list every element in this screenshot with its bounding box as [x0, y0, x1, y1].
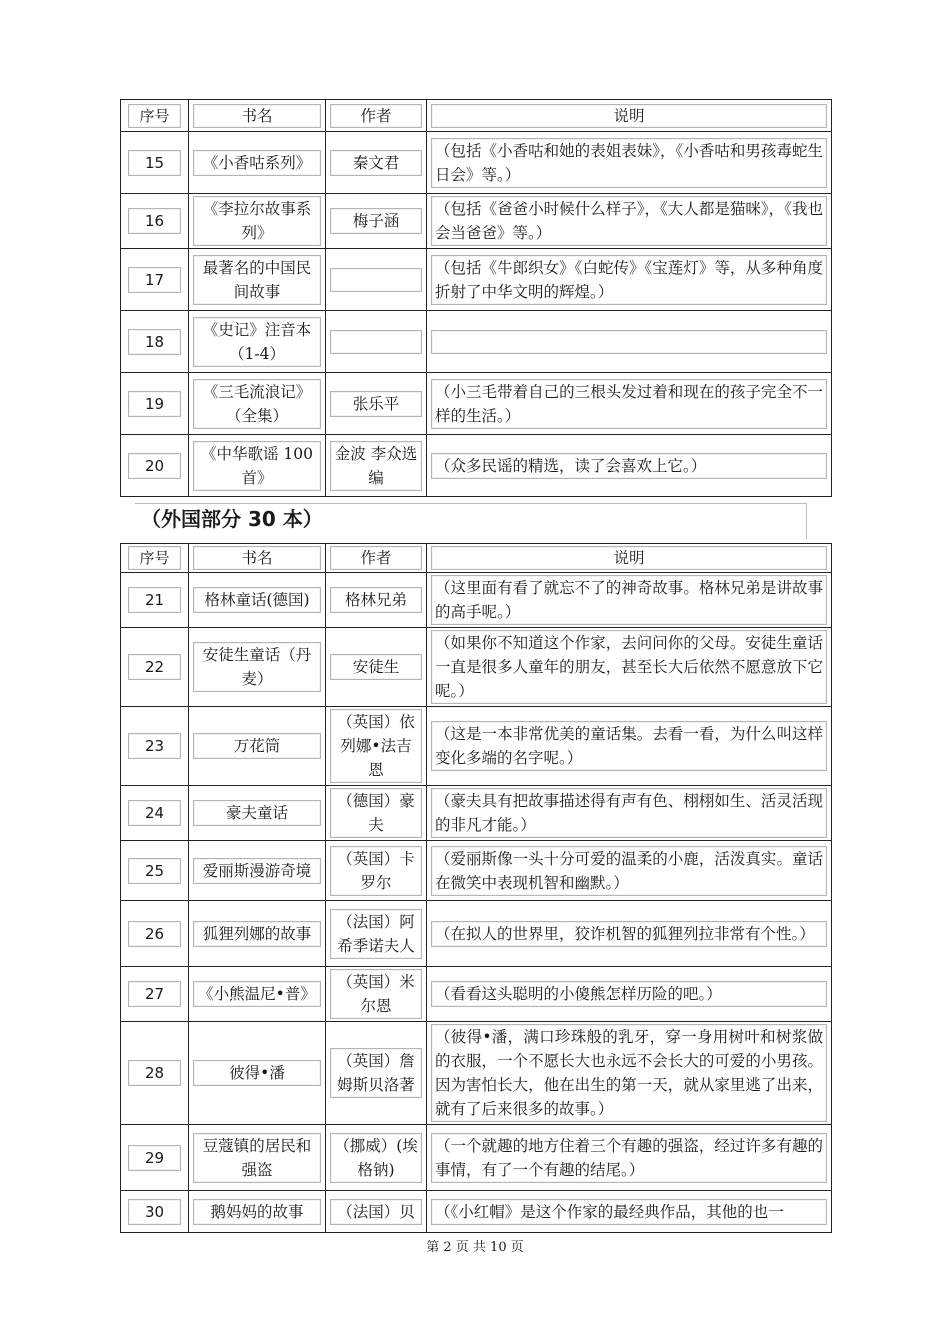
row-desc: （包括《牛郎织女》《白蛇传》《宝莲灯》等，从多种角度折射了中华文明的辉煌。）: [431, 255, 827, 305]
row-num: 16: [128, 208, 181, 234]
row-title: 《中华歌谣 100首》: [193, 441, 321, 491]
domestic-book-table: [120, 99, 832, 497]
table-row: [121, 628, 832, 707]
header-desc: 说明: [431, 546, 827, 570]
table-row: [121, 967, 832, 1022]
table-row: [121, 249, 832, 311]
table-row: [121, 573, 832, 628]
row-desc: （这是一本非常优美的童话集。去看一看，为什么叫这样变化多端的名字呢。）: [431, 721, 827, 771]
row-desc: （爱丽斯像一头十分可爱的温柔的小鹿，活泼真实。童话在微笑中表现机智和幽默。）: [431, 846, 827, 896]
header-title: 书名: [193, 546, 321, 570]
row-num: 20: [128, 453, 181, 479]
row-author: 秦文君: [330, 150, 422, 176]
header-author: 作者: [330, 546, 422, 570]
row-title: 最著名的中国民间故事: [193, 255, 321, 305]
row-desc: （小三毛带着自己的三根头发过着和现在的孩子完全不一样的生活。）: [431, 379, 827, 429]
row-desc: （包括《小香咕和她的表姐表妹》，《小香咕和男孩毒蛇生日会》等。）: [431, 138, 827, 188]
row-author: 张乐平: [330, 391, 422, 417]
row-author: （英国）詹姆斯贝洛著: [330, 1048, 422, 1098]
header-title: 书名: [193, 104, 321, 128]
row-author: 金波 李众选编: [330, 441, 422, 491]
table-row: [121, 786, 832, 841]
table-header-row: [121, 544, 832, 573]
row-title: 豪夫童话: [193, 800, 321, 826]
row-title: 《李拉尔故事系列》: [193, 196, 321, 246]
row-num: 24: [128, 800, 181, 826]
row-title: 《小香咕系列》: [193, 150, 321, 176]
row-author: （英国）米尔恩: [330, 969, 422, 1019]
row-author: [330, 330, 422, 354]
row-num: 30: [128, 1199, 181, 1225]
row-desc: （在拟人的世界里，狡诈机智的狐狸列拉非常有个性。）: [431, 921, 827, 947]
row-desc: （《小红帽》是这个作家的最经典作品，其他的也一: [431, 1199, 827, 1225]
row-desc: （彼得•潘，满口珍珠般的乳牙，穿一身用树叶和树浆做的衣服，一个不愿长大也永远不会长大的可爱的小男孩。因为害怕长大，他在出生的第一天，就从家里逃了出来，就有了后来很多的故事。）: [431, 1024, 827, 1122]
row-title: 格林童话(德国): [193, 587, 321, 613]
row-author: （法国）贝: [330, 1199, 422, 1225]
row-desc: [431, 330, 827, 354]
row-title: 《小熊温尼•普》: [193, 981, 321, 1007]
row-desc: （一个就趣的地方住着三个有趣的强盗，经过许多有趣的事情，有了一个有趣的结尾。）: [431, 1133, 827, 1183]
row-desc: （如果你不知道这个作家，去问问你的父母。安徒生童话一直是很多人童年的朋友，甚至长大后依然不愿意放下它呢。）: [431, 630, 827, 704]
row-desc: （这里面有看了就忘不了的神奇故事。格林兄弟是讲故事的高手呢。）: [431, 575, 827, 625]
row-author: （英国）依列娜•法吉恩: [330, 709, 422, 783]
row-desc: （豪夫具有把故事描述得有声有色、栩栩如生、活灵活现的非凡才能。）: [431, 788, 827, 838]
row-num: 25: [128, 858, 181, 884]
table-row: [121, 373, 832, 435]
row-desc: （众多民谣的精选，读了会喜欢上它。）: [431, 453, 827, 479]
section-title: （外国部分 30 本）: [135, 503, 807, 539]
row-num: 29: [128, 1145, 181, 1171]
row-title: 爱丽斯漫游奇境: [193, 858, 321, 884]
row-desc: （包括《爸爸小时候什么样子》，《大人都是猫咪》，《我也会当爸爸》等。）: [431, 196, 827, 246]
table-row: [121, 435, 832, 497]
row-num: 26: [128, 921, 181, 947]
row-author: 梅子涵: [330, 208, 422, 234]
row-desc: （看看这头聪明的小傻熊怎样历险的吧。）: [431, 981, 827, 1007]
row-author: （英国）卡罗尔: [330, 846, 422, 896]
row-num: 18: [128, 329, 181, 355]
row-num: 23: [128, 733, 181, 759]
row-num: 22: [128, 654, 181, 680]
row-author: （挪威）(埃格钠): [330, 1133, 422, 1183]
row-title: 《三毛流浪记》（全集）: [193, 379, 321, 429]
table-row: [121, 132, 832, 194]
table-row: [121, 194, 832, 249]
row-title: 《史记》注音本（1-4）: [193, 317, 321, 367]
row-title: 鹅妈妈的故事: [193, 1199, 321, 1225]
row-author: （法国）阿希季诺夫人: [330, 909, 422, 959]
row-author: （德国）豪夫: [330, 788, 422, 838]
header-author: 作者: [330, 104, 422, 128]
table-row: [121, 1191, 832, 1233]
row-author: 安徒生: [330, 654, 422, 680]
row-num: 19: [128, 391, 181, 417]
table-row: [121, 901, 832, 967]
row-num: 21: [128, 587, 181, 613]
row-author: [330, 268, 422, 292]
row-title: 狐狸列娜的故事: [193, 921, 321, 947]
table-row: [121, 1022, 832, 1125]
header-num: 序号: [128, 546, 181, 570]
row-num: 15: [128, 150, 181, 176]
table-row: [121, 707, 832, 786]
row-num: 17: [128, 267, 181, 293]
table-header-row: [121, 100, 832, 132]
row-title: 彼得•潘: [193, 1060, 321, 1086]
table-row: [121, 841, 832, 901]
row-num: 28: [128, 1060, 181, 1086]
row-num: 27: [128, 981, 181, 1007]
table-row: [121, 311, 832, 373]
row-title: 安徒生童话（丹麦）: [193, 642, 321, 692]
header-desc: 说明: [431, 104, 827, 128]
page-footer: 第 2 页 共 10 页: [426, 1240, 524, 1255]
row-author: 格林兄弟: [330, 587, 422, 613]
foreign-book-table: [120, 543, 832, 1233]
header-num: 序号: [128, 104, 181, 128]
table-row: [121, 1125, 832, 1191]
row-title: 豆蔻镇的居民和强盗: [193, 1133, 321, 1183]
row-title: 万花筒: [193, 733, 321, 759]
